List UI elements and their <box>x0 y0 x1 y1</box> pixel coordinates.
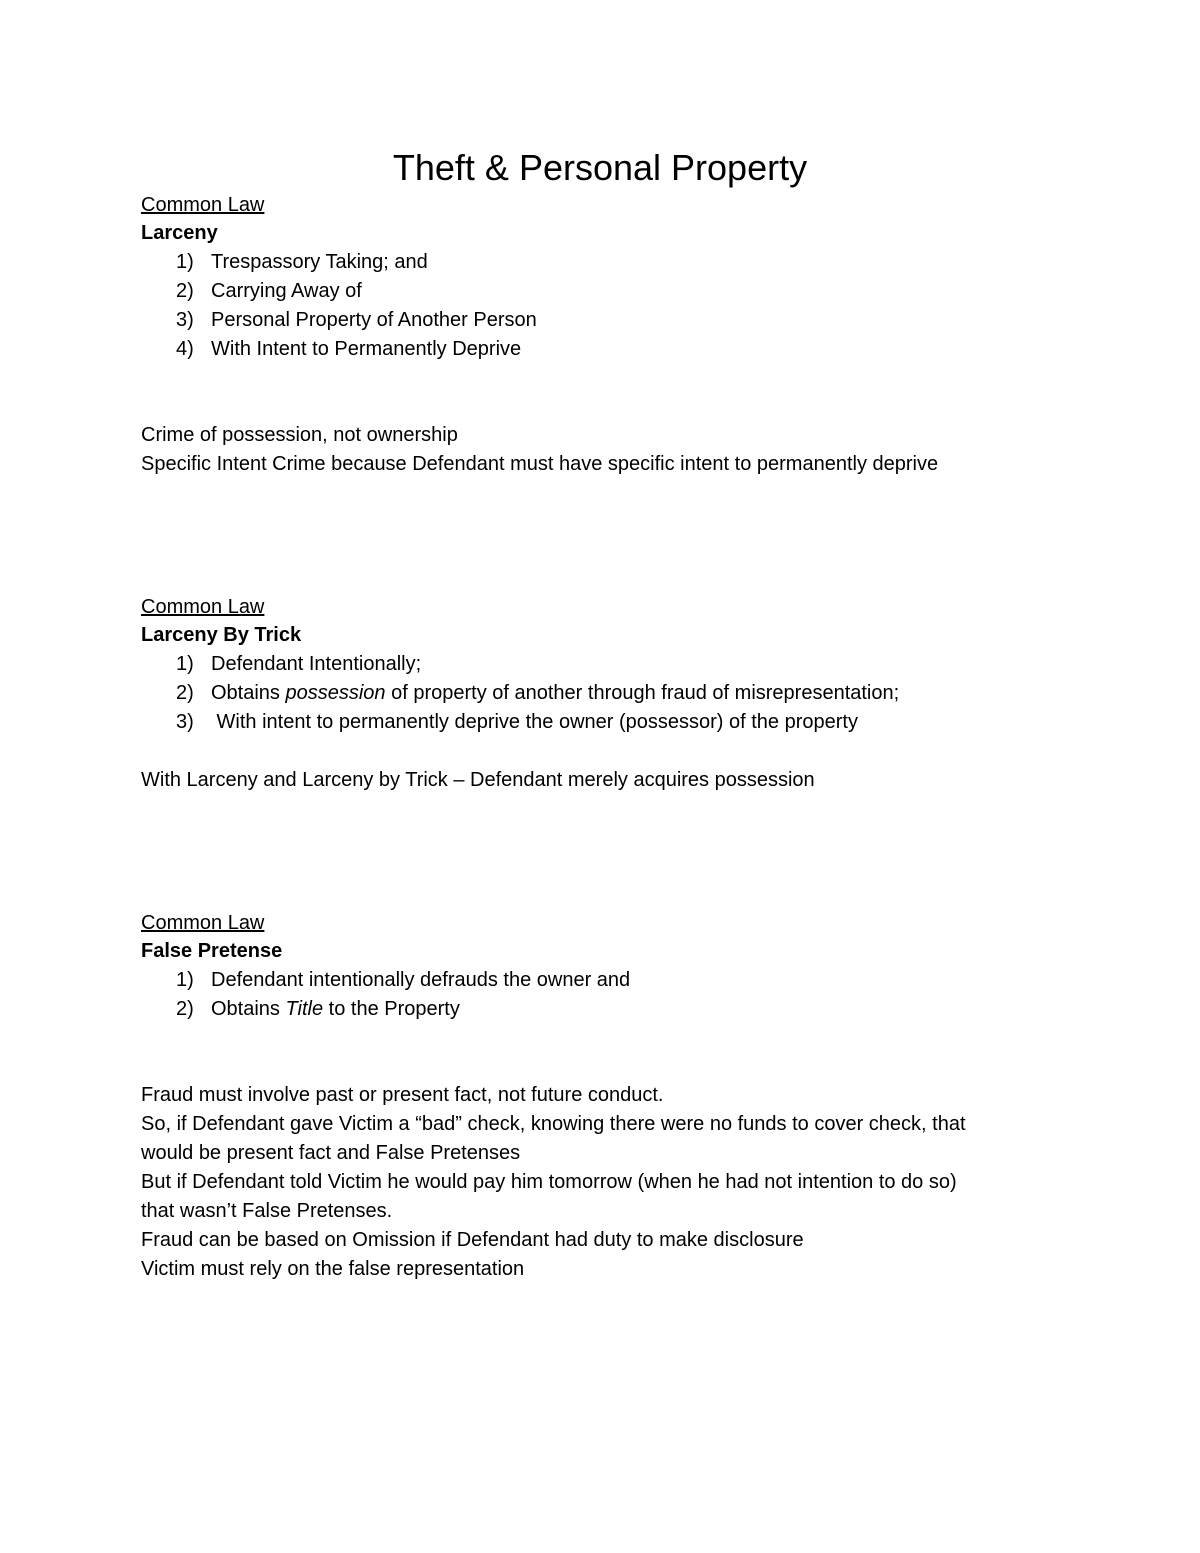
list-text-post: to the Property <box>323 998 460 1020</box>
section-subheading: Larceny <box>141 222 218 244</box>
list-number: 3) <box>176 309 194 331</box>
list-number: 4) <box>176 338 194 360</box>
emphasis-text: possession <box>285 682 386 704</box>
note-text: With Larceny and Larceny by Trick – Defendant merely acquires possession <box>141 769 815 791</box>
list-text: With intent to permanently deprive the owner (possessor) of the property <box>211 711 858 733</box>
section-heading: Common Law <box>141 912 265 934</box>
note-text: Fraud must involve past or present fact, not future conduct. <box>141 1084 664 1106</box>
list-text: Personal Property of Another Person <box>211 309 537 331</box>
list-text: Trespassory Taking; and <box>211 251 428 273</box>
list-text <box>211 679 899 708</box>
note-text: Crime of possession, not ownership <box>141 424 458 446</box>
list-number: 1) <box>176 653 194 675</box>
list-number: 1) <box>176 969 194 991</box>
list-number: 2) <box>176 998 194 1020</box>
note-text: But if Defendant told Victim he would pay him tomorrow (when he had not intention to do so) <box>141 1171 957 1193</box>
list-text: With Intent to Permanently Deprive <box>211 338 522 360</box>
list-text: Carrying Away of <box>211 280 362 302</box>
note-text: So, if Defendant gave Victim a “bad” check, knowing there were no funds to cover check, that <box>141 1113 966 1135</box>
list-text-pre: Obtains <box>211 998 286 1020</box>
section-subheading: False Pretense <box>141 940 283 962</box>
section-heading: Common Law <box>141 194 265 216</box>
list-text-pre: Obtains <box>211 682 286 704</box>
section-subheading: Larceny By Trick <box>141 624 302 646</box>
list-text: Defendant intentionally defrauds the owner and <box>211 969 631 991</box>
list-number: 2) <box>176 280 194 302</box>
note-text: Fraud can be based on Omission if Defendant had duty to make disclosure <box>141 1229 804 1251</box>
list-text <box>211 995 460 1024</box>
list-number: 1) <box>176 251 194 273</box>
document-title: Theft & Personal Property <box>392 147 808 188</box>
note-text: Specific Intent Crime because Defendant must have specific intent to permanently deprive <box>141 453 939 475</box>
list-number: 2) <box>176 682 194 704</box>
section-heading: Common Law <box>141 596 265 618</box>
note-text: would be present fact and False Pretenses <box>141 1142 521 1164</box>
list-number: 3) <box>176 711 194 733</box>
note-text: Victim must rely on the false representation <box>141 1258 525 1280</box>
list-text: Defendant Intentionally; <box>211 653 422 675</box>
emphasis-text: Title <box>285 998 324 1020</box>
list-text-post: of property of another through fraud of misrepresentation; <box>385 682 900 704</box>
note-text: that wasn’t False Pretenses. <box>141 1200 393 1222</box>
